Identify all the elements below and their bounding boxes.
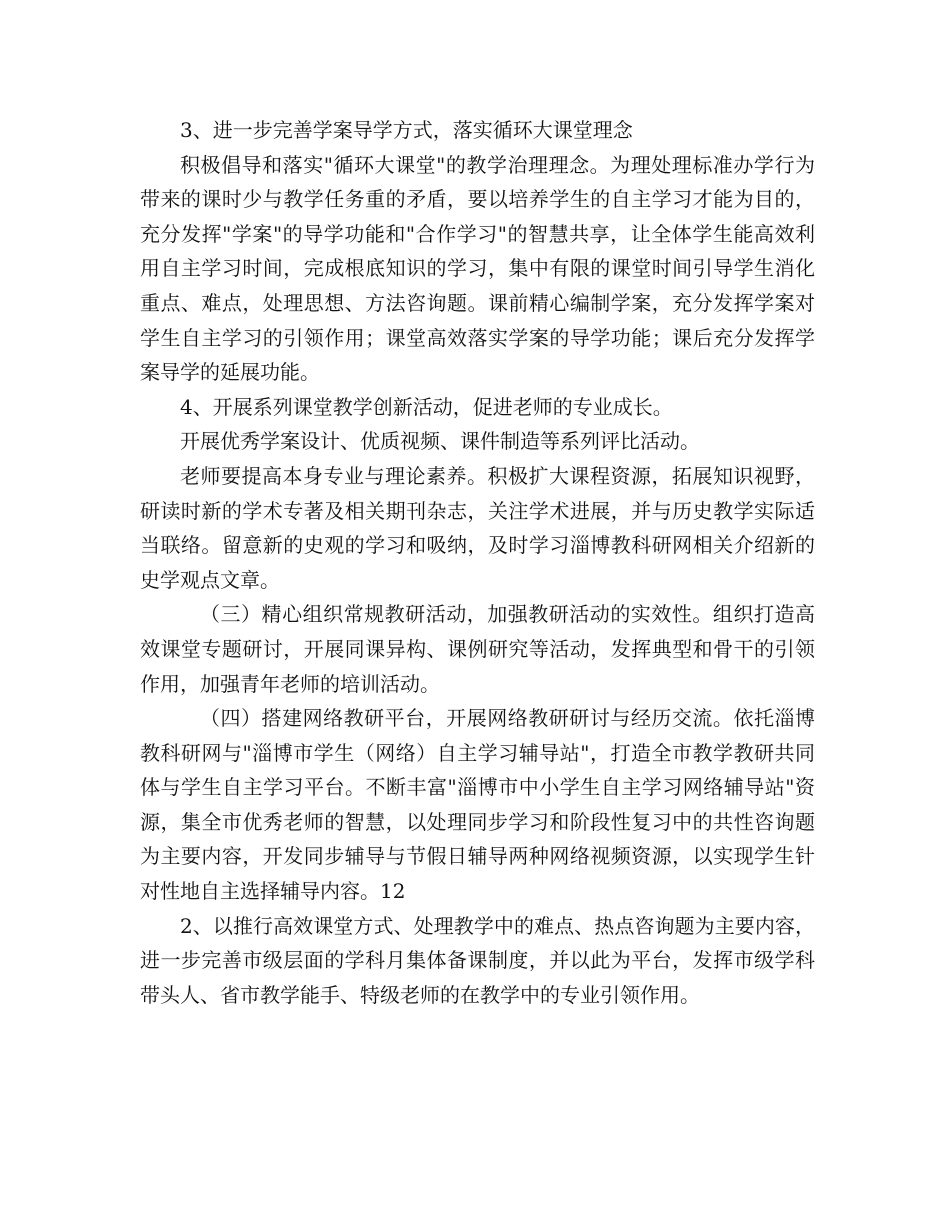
- section-heading-3: 3、进一步完善学案导学方式，落实循环大课堂理念: [180, 118, 633, 142]
- paragraph-section-four: （四）搭建网络教研平台，开展网络教研研讨与经历交流。依托淄博教科研网与"淄博市学生（网络）自主学习辅导站"，打造全市教学教研共同体与学生自主学习平台。不断丰富"淄博市中小学生自主学习网络辅导站"资源，集全市优秀老师的智慧，以处理同步学习和阶段性复习中的共性咨询题为主要内容，开发同步辅导与节假日辅导两种网络视频资源，以实现学生针对性地自主选择辅导内容。12: [140, 706, 815, 904]
- paragraph-circular-classroom: 积极倡导和落实"循环大课堂"的教学治理理念。为理处理标准办学行为带来的课时少与教学任务重的矛盾，要以培养学生的自主学习才能为目的，充分发挥"学案"的导学功能和"合作学习"的智慧共享，让全体学生能高效利用自主学习时间，完成根底知识的学习，集中有限的课堂时间引导学生消化重点、难点，处理思想、方法咨询题。课前精心编制学案，充分发挥学案对学生自主学习的引领作用；课堂高效落实学案的导学功能；课后充分发挥学案导学的延展功能。: [140, 152, 815, 385]
- section-heading-4: 4、开展系列课堂教学创新活动，促进老师的专业成长。: [180, 394, 673, 419]
- paragraph-section-three: （三）精心组织常规教研活动，加强教研活动的实效性。组织打造高效课堂专题研讨，开展同课异构、课例研究等活动，发挥典型和骨干的引领作用，加强青年老师的培训活动。: [140, 602, 815, 696]
- paragraph-item-2: 2、以推行高效课堂方式、处理教学中的难点、热点咨询题为主要内容，进一步完善市级层面的学科月集体备课制度，并以此为平台，发挥市级学科带头人、省市教学能手、特级老师的在教学中的专业引领作用。: [140, 913, 815, 1007]
- document-body: [140, 113, 815, 1012]
- paragraph-teacher-literacy: 老师要提高本身专业与理论素养。积极扩大课程资源，拓展知识视野，研读时新的学术专著及相关期刊杂志，关注学术进展，并与历史教学实际适当联络。留意新的史观的学习和吸纳，及时学习淄博教科研网相关介绍新的史学观点文章。: [140, 463, 815, 592]
- paragraph-competitions: 开展优秀学案设计、优质视频、课件制造等系列评比活动。: [180, 429, 700, 454]
